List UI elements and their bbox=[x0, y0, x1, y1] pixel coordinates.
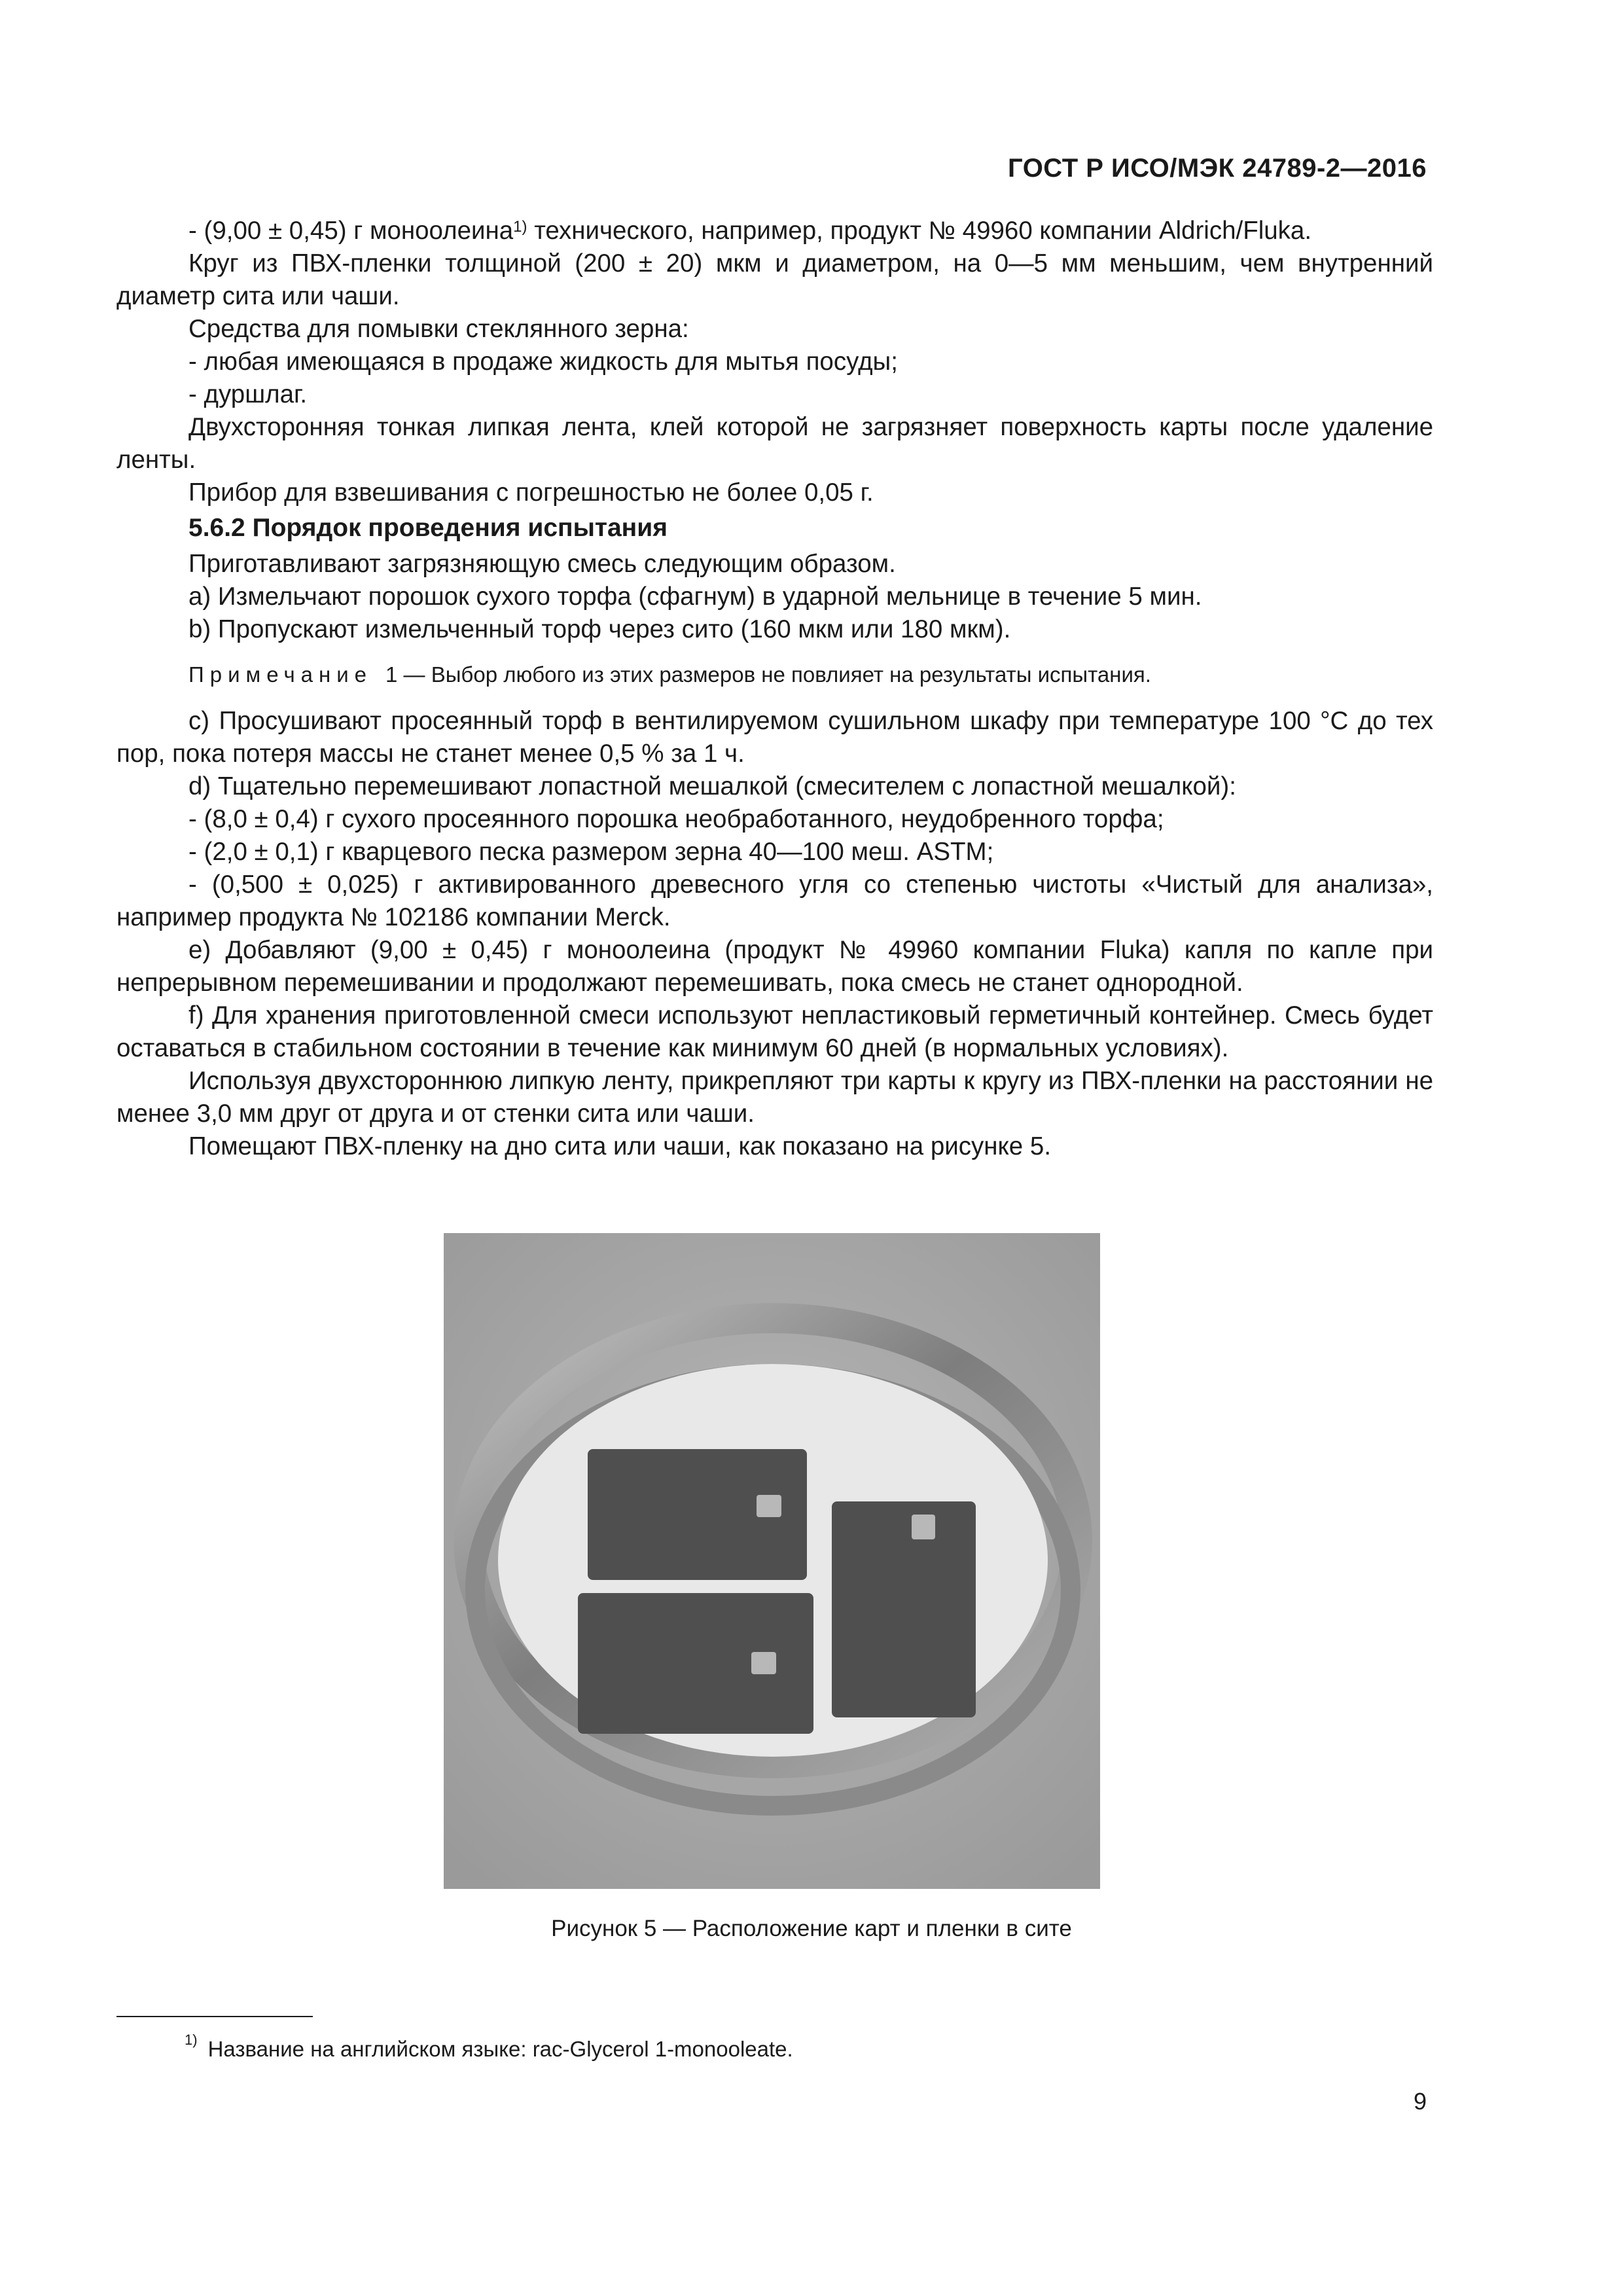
paragraph: Прибор для взвешивания с погрешностью не более 0,05 г. bbox=[188, 478, 874, 507]
paragraph: Помещают ПВХ-пленку на дно сита или чаши, как показано на рисунке 5. bbox=[188, 1132, 1052, 1160]
paragraph: Двухсторонняя тонкая липкая лента, клей которой не загрязняет поверхность карты после удаление ленты. bbox=[116, 413, 1433, 474]
section-heading: 5.6.2 Порядок проведения испытания bbox=[188, 514, 668, 542]
chip-icon bbox=[757, 1495, 781, 1517]
text-span: технического, например, продукт № 49960 компании Aldrich/Fluka. bbox=[527, 217, 1312, 245]
list-item: - любая имеющаяся в продаже жидкость для мытья посуды; bbox=[188, 348, 898, 376]
list-item: f) Для хранения приготовленной смеси используют непластиковый герметичный контейнер. Смесь будет оставаться в стабильном состоянии в течение как минимум 60 дней (в нормальных условиях). bbox=[116, 1001, 1433, 1062]
sieve-photo-illustration bbox=[444, 1233, 1100, 1889]
paragraph: Приготавливают загрязняющую смесь следующим образом. bbox=[188, 550, 896, 578]
paragraph bbox=[116, 215, 1433, 247]
list-item: d) Тщательно перемешивают лопастной мешалкой (смесителем с лопастной мешалкой): bbox=[188, 772, 1236, 800]
list-item: a) Измельчают порошок сухого торфа (сфагнум) в ударной мельнице в течение 5 мин. bbox=[188, 583, 1202, 611]
chip-icon bbox=[912, 1515, 935, 1539]
text-span: - (9,00 ± 0,45) г моноолеина bbox=[188, 217, 514, 245]
figure-photo bbox=[444, 1233, 1100, 1889]
card-bottom-left bbox=[578, 1593, 813, 1734]
list-item: b) Пропускают измельченный торф через сито (160 мкм или 180 мкм). bbox=[188, 615, 1011, 643]
footnote-reference[interactable]: 1) bbox=[513, 218, 527, 236]
chip-icon bbox=[751, 1652, 776, 1674]
note bbox=[116, 660, 1433, 689]
list-item: - дуршлаг. bbox=[188, 380, 308, 408]
footnote-divider bbox=[116, 2016, 313, 2017]
list-item: c) Просушивают просеянный торф в вентилируемом сушильном шкафу при температуре 100 °С до тех пор, пока потеря массы не станет менее 0,5 % за 1 ч. bbox=[116, 707, 1433, 768]
footnote-text: Название на английском языке: rac-Glycerol 1-monooleate. bbox=[207, 2037, 793, 2061]
footnote-marker: 1) bbox=[185, 2032, 198, 2048]
footnote bbox=[185, 2032, 793, 2062]
note-text: 1 — Выбор любого из этих размеров не повлияет на результаты испытания. bbox=[385, 662, 1151, 687]
page-number: 9 bbox=[1413, 2088, 1427, 2115]
list-item: - (8,0 ± 0,4) г сухого просеянного порошка необработанного, неудобренного торфа; bbox=[188, 805, 1164, 833]
list-item: - (2,0 ± 0,1) г кварцевого песка размером зерна 40—100 меш. ASTM; bbox=[188, 838, 994, 866]
paragraph: Круг из ПВХ-пленки толщиной (200 ± 20) мкм и диаметром, на 0—5 мм меньшим, чем внутренний диаметр сита или чаши. bbox=[116, 249, 1433, 310]
note-label: Примечание bbox=[188, 662, 373, 687]
document-header: ГОСТ Р ИСО/МЭК 24789-2—2016 bbox=[1008, 154, 1427, 183]
list-item: - (0,500 ± 0,025) г активированного древесного угля со степенью чистоты «Чистый для анализа», например продукта № 102186 компании Merck. bbox=[116, 870, 1433, 931]
card-right bbox=[832, 1501, 976, 1717]
list-item: e) Добавляют (9,00 ± 0,45) г моноолеина (продукт № 49960 компании Fluka) капля по капле при непрерывном перемешивании и продолжают перемешивать, пока смесь не станет однородной. bbox=[116, 936, 1433, 997]
main-text bbox=[116, 215, 1433, 1163]
paragraph: Средства для помывки стеклянного зерна: bbox=[188, 315, 689, 343]
figure-caption: Рисунок 5 — Расположение карт и пленки в сите bbox=[551, 1916, 1072, 1941]
paragraph: Используя двухстороннюю липкую ленту, прикрепляют три карты к кругу из ПВХ-пленки на расстоянии не менее 3,0 мм друг от друга и от стенки сита или чаши. bbox=[116, 1067, 1433, 1128]
